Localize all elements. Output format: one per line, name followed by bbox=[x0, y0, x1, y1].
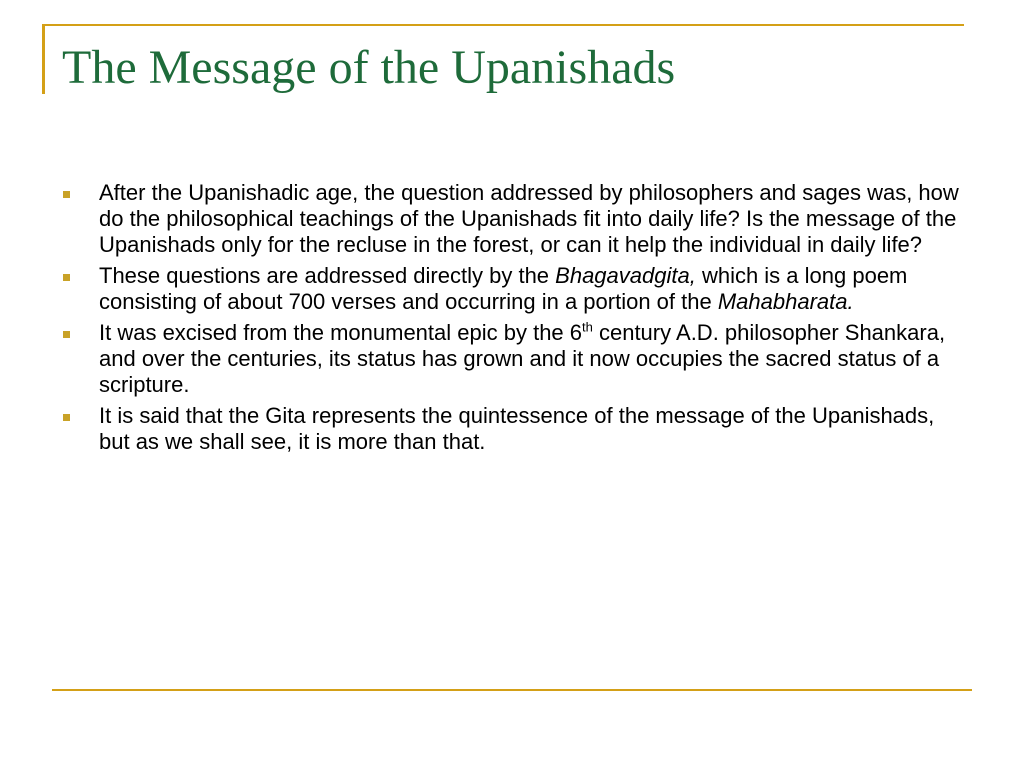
bullet-item-2 bbox=[62, 263, 968, 315]
bullet-item-4 bbox=[62, 403, 968, 455]
accent-line-bottom bbox=[52, 689, 972, 691]
bullet-text-part: century A.D. philosopher Shankara, and over the centuries, its status has grown and it now occupies the sacred status of a scripture. bbox=[99, 320, 946, 397]
accent-line-top bbox=[42, 24, 964, 26]
bullet-text: It is said that the Gita represents the quintessence of the message of the Upanishads, but as we shall see, it is more than that. bbox=[99, 403, 935, 454]
bullet-italic-text: Mahabharata. bbox=[717, 289, 854, 314]
bullet-list bbox=[62, 180, 968, 460]
bullet-text-part: These questions are addressed directly by the bbox=[99, 263, 556, 288]
bullet-text-part: which is a long poem consisting of about 700 verses and occurring in a portion of the bbox=[99, 263, 908, 314]
square-bullet-icon bbox=[63, 274, 70, 281]
square-bullet-icon bbox=[63, 331, 70, 338]
bullet-superscript: th bbox=[582, 319, 593, 335]
bullet-item-3 bbox=[62, 320, 968, 398]
bullet-item-1 bbox=[62, 180, 968, 258]
accent-line-vertical bbox=[42, 24, 45, 94]
square-bullet-icon bbox=[63, 191, 70, 198]
square-bullet-icon bbox=[63, 414, 70, 421]
bullet-text: After the Upanishadic age, the question addressed by philosophers and sages was, how do the philosophical teachings of the Upanishads fit into daily life? Is the message of the Upanishads only for the recluse in the forest, or can it help the individual in daily life? bbox=[99, 180, 959, 257]
bullet-italic-text: Bhagavadgita, bbox=[555, 263, 696, 288]
bullet-text-part: It was excised from the monumental epic by the 6 bbox=[99, 320, 583, 345]
slide-title: The Message of the Upanishads bbox=[62, 41, 676, 94]
